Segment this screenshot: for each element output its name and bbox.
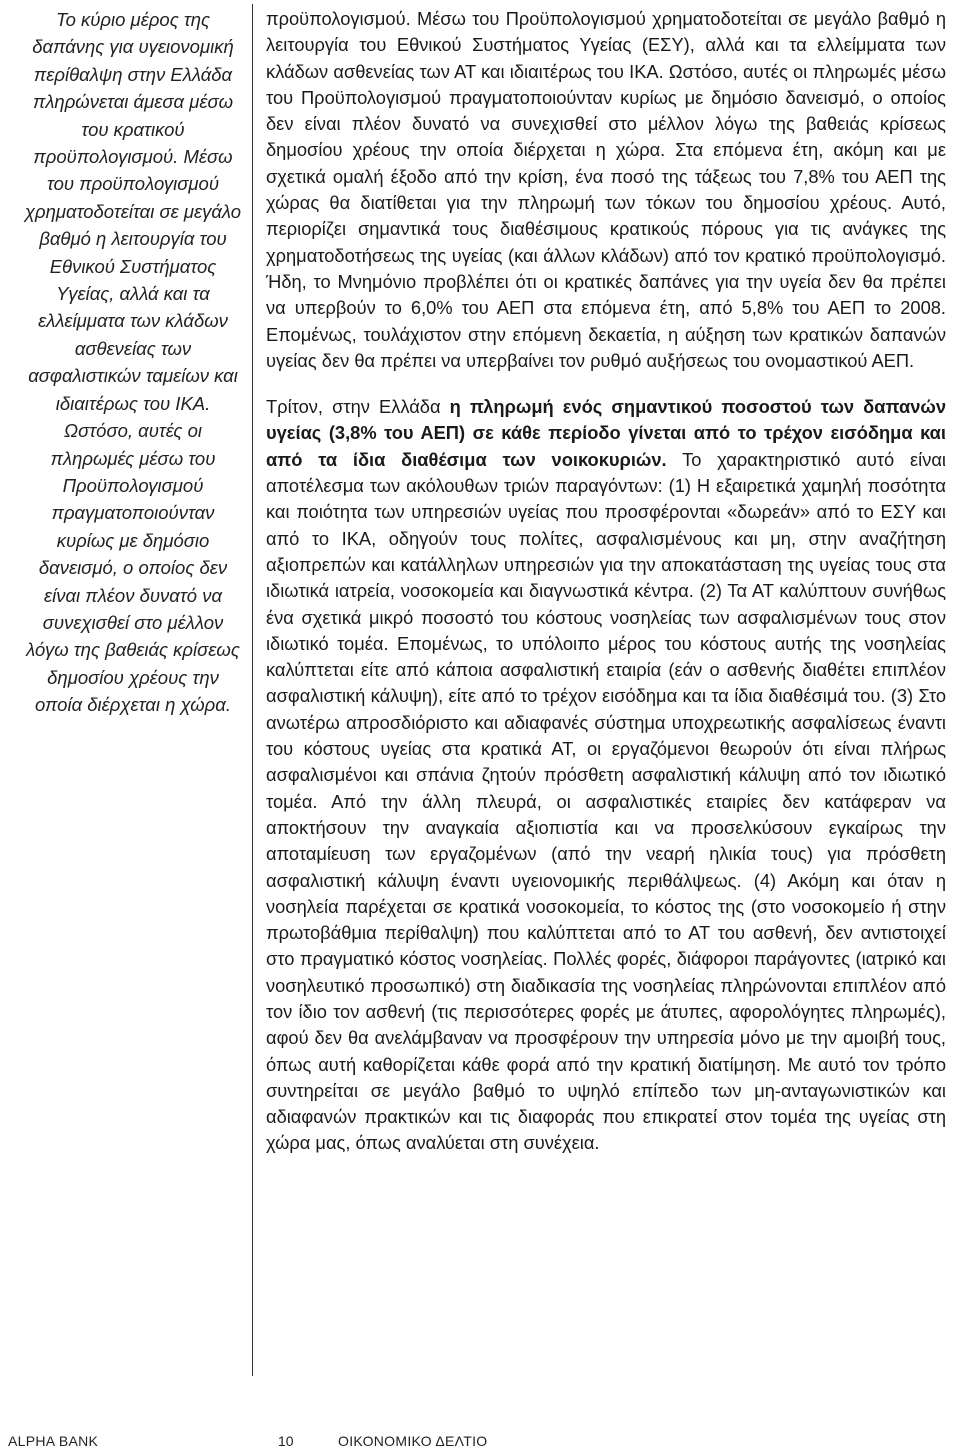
sidebar-pull-quote [22,6,244,719]
main-column [266,6,946,1157]
footer-brand: ALPHA BANK [8,1433,99,1449]
paragraph-2-rest: Το χαρακτηριστικό αυτό είναι αποτέλεσμα των ακόλουθων τριών παραγόντων: (1) Η εξαιρετικά χαμηλή ποσότητα και ποιότητα των υπηρεσιών υγείας που προσφέρονται «δωρεάν» από το ΕΣΥ και από το ΙΚΑ, οδηγούν τους πολίτες, ασφαλισμένους και μη, στην αναζήτηση αξιοπρεπών και κατάλληλων υπηρεσιών για την αποκατάσταση της υγείας τους στα ιδιωτικά ιατρεία, νοσοκομεία και διαγνωστικά κέντρα. (2) Τα ΑΤ καλύπτουν συνήθως ένα σχετικά μικρό ποσοστό του κόστους νοσηλείας των ασφαλισμένων τους στον ιδιωτικό τομέα. Επομένως, το υπόλοιπο μέρος του κόστους αυτής της νοσηλείας καλύπτεται είτε από κάποια ασφαλιστική εταιρία (εάν ο ασθενής διαθέτει επιπλέον ασφαλιστική κάλυψη), είτε από το τρέχον εισόδημα και τα ίδια διαθέσιμά του. (3) Στο ανωτέρω απροσδιόριστο και αδιαφανές σύστημα υποχρεωτικής ασφαλίσεως έναντι του κόστους υγείας στα κρατικά ΑΤ, οι εργαζόμενοι θεωρούν ότι είναι πλήρως ασφαλισμένοι και σπάνια ζητούν πρόσθετη ασφαλιστική κάλυψη από τον ιδιωτικό τομέα. Από την άλλη πλευρά, οι ασφαλιστικές εταιρίες δεν κατάφεραν να αποκτήσουν την αναγκαία αξιοπιστία και να προσελκύσουν εγκαίρως την αποταμίευση των εργαζομένων (από την νεαρή ηλικία τους) για πρόσθετη ασφαλιστική κάλυψη έναντι υγειονομικής περιθάλψεως. (4) Ακόμη και όταν η νοσηλεία παρέχεται σε κρατικά νοσοκομεία, το κόστος της (στο νοσοκομείο ή στην πρωτοβάθμια περίθαλψη) που καλύπτεται από το ΑΤ του ασθενή, δεν αντιστοιχεί στο πραγματικό κόστος νοσηλείας. Πολλές φορές, διάφοροι παράγοντες (ιατρικό και νοσηλευτικό προσωπικό) στη διαδικασία της νοσηλείας πληρώνονται επιπλέον από τον ίδιο τον ασθενή (τις περισσότερες φορές με άτυπες, αφορολόγητες πληρωμές), αφού δεν θα ανελάμβαναν να προσφέρουν την υπηρεσία μόνο με την αμοιβή τους, όπως αυτή καθορίζεται κάθε φορά από την κρατική διατίμηση. Με αυτό τον τρόπο συντηρείται σε μεγάλο βαθμό το υψηλό επίπεδο των μη-ανταγωνιστικών και αδιαφανών πρακτικών και τις διαφοράς που επικρατεί στον τομέα της υγείας στη χώρα μας, όπως αναλύεται στη συνέχεια. [266,448,946,1154]
body-paragraph-2 [266,394,946,1157]
footer-publication: ΟΙΚΟΝΟΜΙΚΟ ΔΕΛΤΙΟ [338,1433,488,1449]
paragraph-2-emphasis: η πληρωμή ενός σημαντικού ποσοστού των δαπανών υγείας (3,8% του ΑΕΠ) σε κάθε περίοδο γίνεται από το τρέχον εισόδημα και από τα ίδια διαθέσιμα των νοικοκυριών. [266,396,947,470]
paragraph-2-lead: Τρίτον, στην Ελλάδα [266,396,450,418]
page-footer [0,1432,960,1452]
pull-quote-text: Το κύριο μέρος της δαπάνης για υγειονομική περίθαλψη στην Ελλάδα πληρώνεται άμεσα μέσω του κρατικού προϋπολογισμού. Μέσω του προϋπολογισμού χρηματοδοτείται σε μεγάλο βαθμό η λειτουργία του Εθνικού Συστήματος Υγείας, αλλά και τα ελλείμματα των κλάδων ασθενείας των ασφαλιστικών ταμείων και ιδιαιτέρως του ΙΚΑ. Ωστόσο, αυτές οι πληρωμές μέσω του Προϋπολογισμού πραγματοποιούνταν κυρίως με δημόσιο δανεισμό, ο οποίος δεν είναι πλέον δυνατό να συνεχισθεί στο μέλλον λόγω της βαθειάς κρίσεως δημοσίου χρέους την οποία διέρχεται η χώρα. [24,9,242,716]
page-number: 10 [278,1433,294,1449]
column-divider [252,4,253,1376]
body-paragraph-1: προϋπολογισμού. Μέσω του Προϋπολογισμού χρηματοδοτείται σε μεγάλο βαθμό η λειτουργία του Εθνικού Συστήματος Υγείας (ΕΣΥ), αλλά και τα ελλείμματα των κλάδων ασθενείας των ΑΤ και ιδιαιτέρως του ΙΚΑ. Ωστόσο, αυτές οι πληρωμές μέσω του Προϋπολογισμού πραγματοποιούνταν κυρίως με δημόσιο δανεισμό, ο οποίος δεν είναι πλέον δυνατό να συνεχισθεί στο μέλλον λόγω της βαθειάς κρίσεως δημοσίου χρέους την οποία διέρχεται η χώρα. Στα επόμενα έτη, ακόμη και με σχετικά ομαλή έξοδο από την κρίση, ένα ποσό της τάξεως του 7,8% του ΑΕΠ της χώρας θα διατίθεται για την πληρωμή των τόκων του δημοσίου χρέους. Αυτό, περιορίζει σημαντικά τους διαθέσιμους κρατικούς πόρους για τις ανάγκες της χρηματοδοτήσεως της υγείας (και άλλων κλάδων) από τον κρατικό προϋπολογισμό. Ήδη, το Μνημόνιο προβλέπει ότι οι κρατικές δαπάνες για την υγεία δεν θα πρέπει να υπερβούν το 6,0% του ΑΕΠ στα επόμενα έτη, από 5,8% του ΑΕΠ το 2008. Επομένως, τουλάχιστον στην επόμενη δεκαετία, η αύξηση των κρατικών δαπανών υγείας δεν θα πρέπει να υπερβαίνει τον ρυθμό αυξήσεως του ονομαστικού ΑΕΠ. [266,8,946,371]
